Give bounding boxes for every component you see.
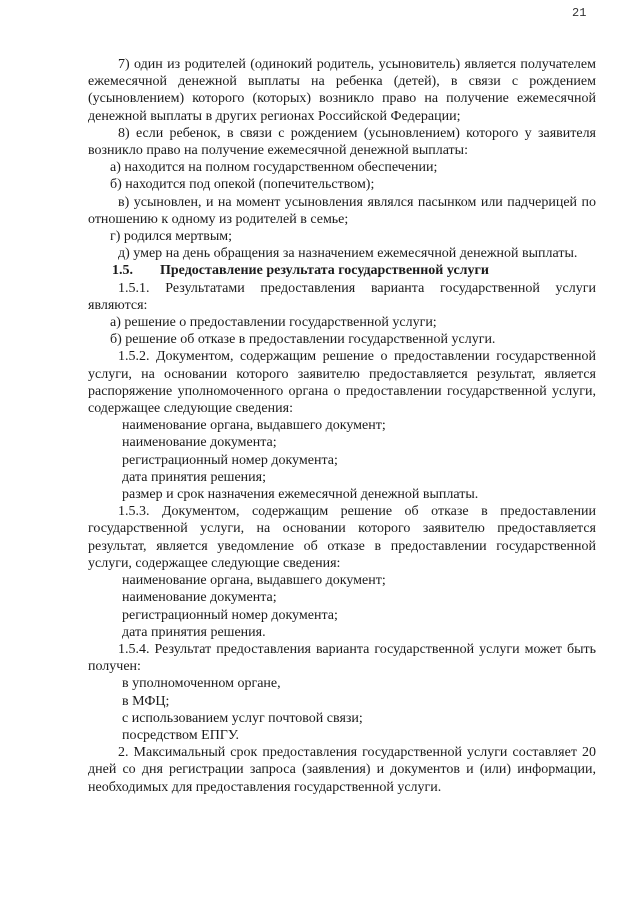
clause-1-5-1: 1.5.1. Результатами предоставления варианта государственной услуги являются:	[88, 280, 596, 313]
paragraph-item-8: 8) если ребенок, в связи с рождением (усыновлением) которого у заявителя возникло право на получение ежемесячной денежной выплаты:	[88, 125, 596, 159]
subitem-v: в) усыновлен, и на момент усыновления являлся пасынком или падчерицей по отношению к одному из родителей в семье;	[88, 194, 596, 227]
list-item: дата принятия решения.	[122, 624, 266, 640]
subitem-b: б) находится под опекой (попечительством);	[110, 177, 375, 193]
section-heading	[88, 262, 596, 279]
subitem-d: д) умер на день обращения за назначением ежемесячной денежной выплаты.	[118, 246, 578, 262]
list-item: дата принятия решения;	[122, 469, 266, 485]
list-item: посредством ЕПГУ.	[122, 727, 240, 743]
list-item: размер и срок назначения ежемесячной денежной выплаты.	[122, 487, 479, 503]
section-number: 1.5.	[112, 263, 133, 279]
list-item: наименование органа, выдавшего документ;	[122, 573, 386, 589]
list-item: в МФЦ;	[122, 693, 170, 709]
list-item: наименование органа, выдавшего документ;	[122, 418, 386, 434]
clause-1-5-1-b: б) решение об отказе в предоставлении государственной услуги.	[110, 332, 496, 348]
subitem-a: а) находится на полном государственном обеспечении;	[110, 160, 438, 176]
paragraph-item-7: 7) один из родителей (одинокий родитель, усыновитель) является получателем ежемесячной денежной выплаты на ребенка (детей), в связи с рождением (усыновлением) которого (которых) возникло право на получение ежемесячной денежной выплаты в других регионах Российской Федерации;	[88, 57, 596, 124]
list-item: регистрационный номер документа;	[122, 607, 338, 623]
list-item: наименование документа;	[122, 435, 277, 451]
list-item: с использованием услуг почтовой связи;	[122, 710, 363, 726]
list-item: в уполномоченном органе,	[122, 676, 281, 692]
section-title: Предоставление результата государственной услуги	[160, 263, 489, 279]
list-item: регистрационный номер документа;	[122, 452, 338, 468]
list-item: наименование документа;	[122, 590, 277, 606]
clause-1-5-3: 1.5.3. Документом, содержащим решение об отказе в предоставлении государственной услуги, на основании которого заявителю предоставляется результат, является уведомление об отказе в предоставлении государственной услуги, содержащее следующие сведения:	[88, 504, 596, 571]
clause-1-5-2: 1.5.2. Документом, содержащим решение о предоставлении государственной услуги, на основании которого заявителю предоставляется результат, является распоряжение уполномоченного органа о предоставлении государственной услуги, содержащее следующие сведения:	[88, 349, 596, 417]
clause-1-5-4: 1.5.4. Результат предоставления варианта государственной услуги может быть получен:	[88, 641, 596, 675]
subitem-g: г) родился мертвым;	[110, 229, 233, 245]
clause-1-5-1-a: а) решение о предоставлении государственной услуги;	[110, 315, 437, 331]
document-body	[88, 56, 596, 796]
clause-2: 2. Максимальный срок предоставления государственной услуги составляет 20 дней со дня регистрации запроса (заявления) и документов и (или) информации, необходимых для предоставления государственной услуги.	[88, 745, 596, 795]
page-number: 21	[572, 6, 587, 20]
